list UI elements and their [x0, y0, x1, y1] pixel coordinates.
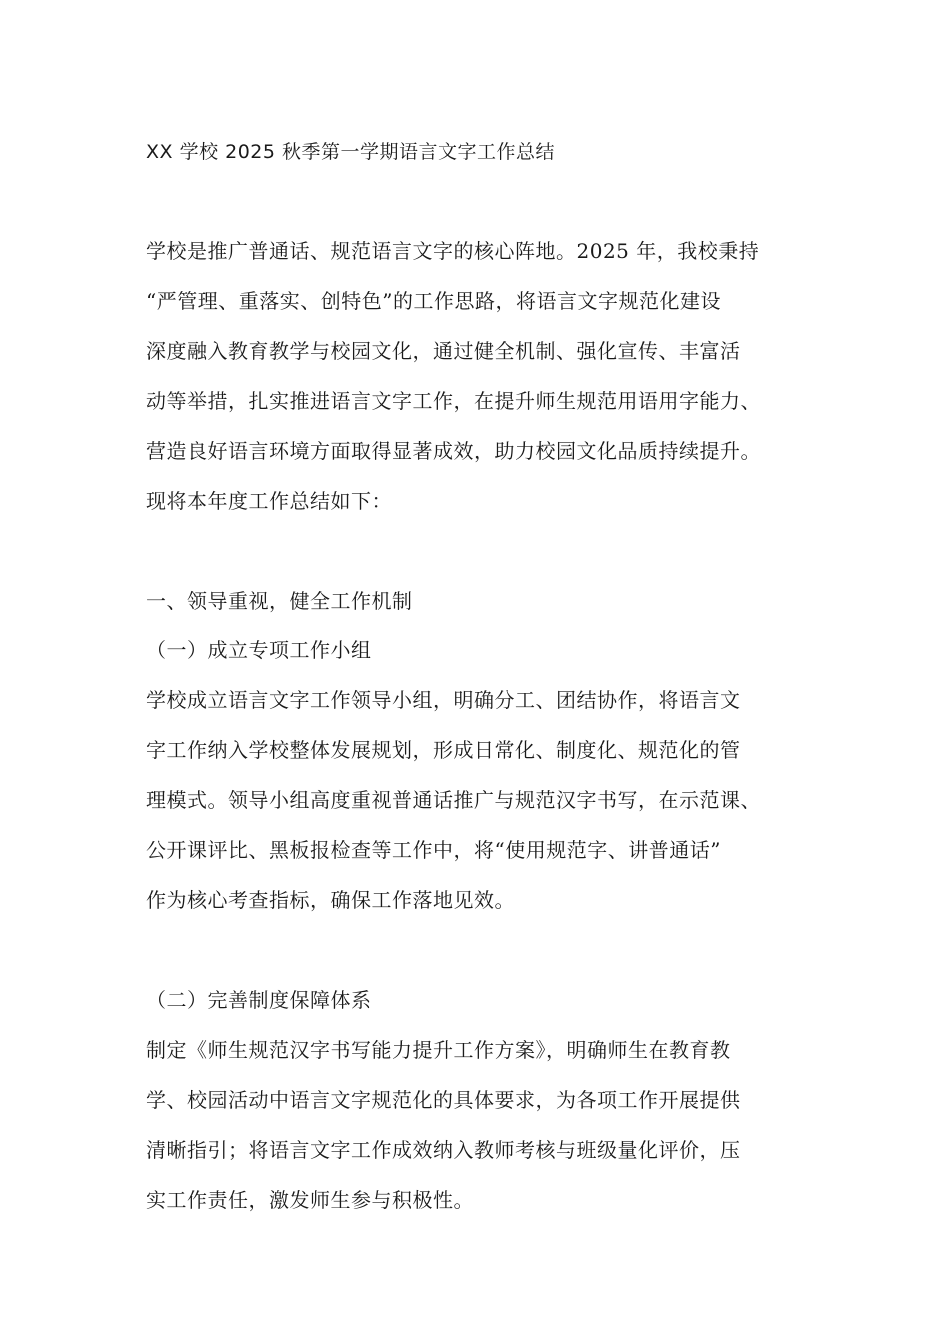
intro-line: 学校是推广普通话、规范语言文字的核心阵地。2025 年，我校秉持	[146, 239, 760, 263]
body-line: 字工作纳入学校整体发展规划，形成日常化、制度化、规范化的管	[146, 738, 741, 762]
intro-line: “严管理、重落实、创特色”的工作思路，将语言文字规范化建设	[146, 289, 721, 313]
body-line: 理模式。领导小组高度重视普通话推广与规范汉字书写，在示范课、	[146, 788, 761, 812]
intro-line: 现将本年度工作总结如下：	[146, 489, 392, 513]
body-line: 制定《师生规范汉字书写能力提升工作方案》，明确师生在教育教	[146, 1038, 731, 1062]
subsection-heading: （一）成立专项工作小组	[146, 638, 372, 662]
body-line: 清晰指引；将语言文字工作成效纳入教师考核与班级量化评价，压	[146, 1138, 741, 1162]
body-line: 学、校园活动中语言文字规范化的具体要求，为各项工作开展提供	[146, 1088, 741, 1112]
intro-line: 深度融入教育教学与校园文化，通过健全机制、强化宣传、丰富活	[146, 339, 741, 363]
body-line: 公开课评比、黑板报检查等工作中，将“使用规范字、讲普通话”	[146, 838, 721, 862]
body-line: 学校成立语言文字工作领导小组，明确分工、团结协作，将语言文	[146, 688, 741, 712]
intro-line: 营造良好语言环境方面取得显著成效，助力校园文化品质持续提升。	[146, 439, 761, 463]
body-line: 实工作责任，激发师生参与积极性。	[146, 1188, 474, 1212]
intro-line: 动等举措，扎实推进语言文字工作，在提升师生规范用语用字能力、	[146, 389, 761, 413]
subsection-heading: （二）完善制度保障体系	[146, 988, 372, 1012]
section-heading: 一、领导重视，健全工作机制	[146, 589, 413, 613]
document-title: XX 学校 2025 秋季第一学期语言文字工作总结	[146, 141, 556, 163]
body-line: 作为核心考查指标，确保工作落地见效。	[146, 888, 515, 912]
